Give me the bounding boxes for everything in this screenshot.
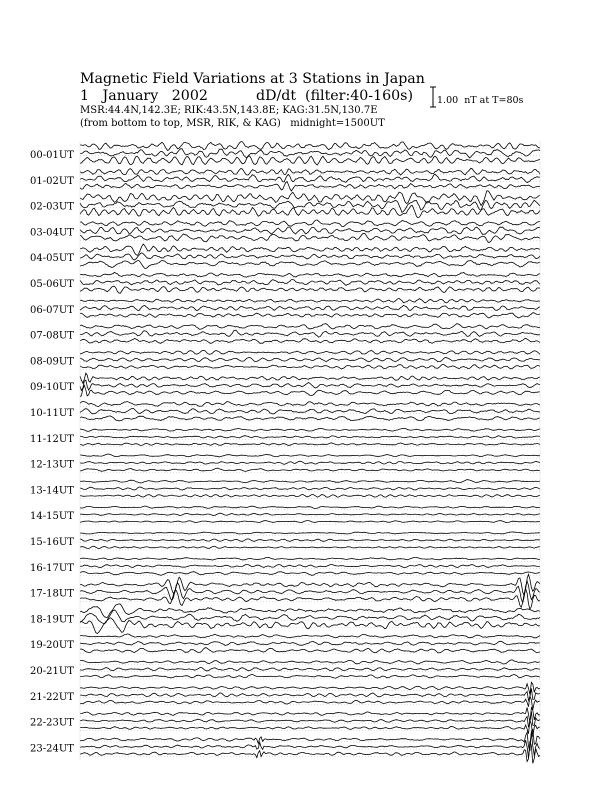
row-label-09-10UT: 09-10UT — [30, 382, 74, 394]
row-label-19-20UT: 19-20UT — [30, 640, 74, 652]
row-label-18-19UT: 18-19UT — [30, 614, 74, 626]
trace-00-01UT-1 — [80, 149, 540, 158]
scale-label: 1.00 nT at T=80s — [437, 95, 524, 106]
trace-05-06UT-2 — [80, 286, 540, 293]
row-label-05-06UT: 05-06UT — [30, 279, 74, 290]
trace-15-16UT-0 — [80, 532, 540, 534]
trace-01-02UT-0 — [80, 168, 540, 175]
station-coordinates: MSR:44.4N,142.3E; RIK:43.5N,143.8E; KAG:31.5N,130.7E — [80, 105, 378, 116]
row-label-01-02UT: 01-02UT — [30, 175, 74, 187]
trace-01-02UT-2 — [80, 182, 540, 192]
trace-10-11UT-2 — [80, 416, 540, 421]
row-label-00-01UT: 00-01UT — [30, 150, 74, 161]
trace-10-11UT-0 — [80, 401, 540, 406]
trace-21-22UT-0 — [80, 682, 540, 694]
trace-16-17UT-2 — [80, 572, 540, 576]
trace-06-07UT-2 — [80, 313, 540, 318]
trace-03-04UT-2 — [80, 233, 540, 242]
trace-07-08UT-2 — [80, 338, 540, 343]
trace-20-21UT-0 — [80, 660, 540, 664]
trace-08-09UT-0 — [80, 350, 540, 354]
trace-08-09UT-1 — [80, 357, 540, 361]
row-label-11-12UT: 11-12UT — [30, 433, 74, 445]
trace-14-15UT-2 — [80, 521, 540, 523]
row-label-08-09UT: 08-09UT — [30, 356, 74, 368]
trace-10-11UT-1 — [80, 408, 540, 414]
row-label-20-21UT: 20-21UT — [30, 666, 74, 677]
trace-00-01UT-2 — [80, 156, 540, 165]
trace-19-20UT-1 — [80, 641, 540, 645]
trace-17-18UT-0 — [80, 574, 540, 595]
trace-16-17UT-1 — [80, 565, 540, 568]
row-label-22-23UT: 22-23UT — [30, 717, 74, 729]
trace-13-14UT-1 — [80, 487, 540, 490]
chart-date: 1 January 2002 — [80, 88, 208, 104]
trace-23-24UT-2 — [80, 741, 540, 763]
trace-order-note: (from bottom to top, MSR, RIK, & KAG) midnight=1500UT — [80, 118, 385, 129]
trace-18-19UT-1 — [80, 610, 540, 624]
trace-19-20UT-0 — [80, 634, 540, 638]
trace-20-21UT-1 — [80, 667, 540, 670]
chart-title: Magnetic Field Variations at 3 Stations in Japan — [80, 71, 425, 87]
row-label-12-13UT: 12-13UT — [30, 459, 74, 471]
trace-06-07UT-0 — [80, 298, 540, 303]
trace-06-07UT-1 — [80, 306, 540, 311]
trace-14-15UT-1 — [80, 513, 540, 515]
trace-09-10UT-1 — [80, 380, 540, 390]
row-label-17-18UT: 17-18UT — [30, 588, 74, 600]
trace-11-12UT-2 — [80, 443, 540, 446]
trace-11-12UT-0 — [80, 429, 540, 432]
trace-12-13UT-1 — [80, 461, 540, 464]
trace-15-16UT-2 — [80, 546, 540, 548]
row-label-07-08UT: 07-08UT — [30, 330, 74, 342]
trace-12-13UT-0 — [80, 454, 540, 457]
trace-04-05UT-2 — [80, 261, 540, 269]
trace-09-10UT-0 — [80, 373, 540, 383]
trace-05-06UT-0 — [80, 272, 540, 277]
row-label-23-24UT: 23-24UT — [30, 743, 74, 755]
chart-quantity: dD/dt (filter:40-160s) — [256, 88, 413, 104]
row-label-13-14UT: 13-14UT — [30, 485, 74, 497]
row-label-06-07UT: 06-07UT — [30, 304, 74, 316]
row-label-21-22UT: 21-22UT — [30, 691, 74, 703]
row-label-15-16UT: 15-16UT — [30, 537, 74, 548]
trace-20-21UT-2 — [80, 674, 540, 678]
row-label-14-15UT: 14-15UT — [30, 511, 74, 523]
row-label-03-04UT: 03-04UT — [30, 227, 74, 239]
row-label-04-05UT: 04-05UT — [30, 253, 74, 265]
trace-02-03UT-0 — [80, 191, 540, 206]
row-label-16-17UT: 16-17UT — [30, 562, 74, 574]
trace-11-12UT-1 — [80, 436, 540, 438]
trace-22-23UT-2 — [80, 720, 540, 737]
trace-07-08UT-0 — [80, 324, 540, 330]
row-label-10-11UT: 10-11UT — [30, 408, 74, 419]
trace-16-17UT-0 — [80, 557, 540, 560]
trace-23-24UT-0 — [80, 729, 540, 750]
trace-19-20UT-2 — [80, 648, 540, 653]
trace-08-09UT-2 — [80, 364, 540, 369]
trace-13-14UT-0 — [80, 480, 540, 483]
trace-21-22UT-2 — [80, 696, 540, 710]
row-label-02-03UT: 02-03UT — [30, 201, 74, 213]
trace-14-15UT-0 — [80, 506, 540, 508]
trace-15-16UT-1 — [80, 539, 540, 541]
trace-13-14UT-2 — [80, 494, 540, 497]
trace-00-01UT-0 — [80, 142, 540, 151]
trace-12-13UT-2 — [80, 468, 540, 471]
trace-04-05UT-0 — [80, 244, 540, 255]
